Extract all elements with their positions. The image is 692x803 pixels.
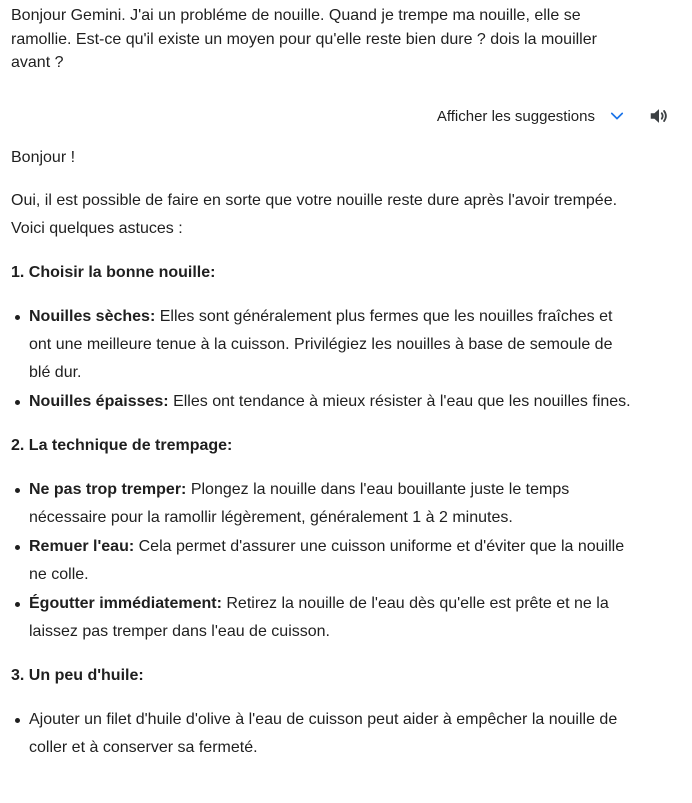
list-item	[11, 706, 631, 762]
list-item	[11, 590, 631, 646]
model-response	[11, 144, 631, 778]
list-item	[11, 533, 631, 589]
show-suggestions-button[interactable]	[437, 107, 626, 125]
response-toolbar	[437, 104, 670, 128]
list-item-text: Ajouter un filet d'huile d'olive à l'eau de cuisson peut aider à empêcher la nouille de coller et à conserver sa fermeté.	[29, 711, 618, 756]
user-query: Bonjour Gemini. J'ai un probléme de nouille. Quand je trempe ma nouille, elle se ramollie. Est-ce qu'il existe un moyen pour qu'elle reste bien dure ? dois la mouiller avant ?	[11, 7, 597, 71]
list-item-term: Nouilles sèches:	[29, 308, 156, 325]
section-list-1	[11, 303, 631, 416]
response-greeting: Bonjour !	[11, 149, 76, 166]
section-title-1: 1. Choisir la bonne nouille:	[11, 264, 216, 281]
response-intro: Oui, il est possible de faire en sorte que votre nouille reste dure après l'avoir trempée. Voici quelques astuces :	[11, 192, 618, 237]
show-suggestions-label: Afficher les suggestions	[436, 107, 595, 125]
chevron-down-icon	[608, 107, 626, 125]
list-item-text: Elles ont tendance à mieux résister à l'eau que les nouilles fines.	[168, 393, 631, 410]
list-item-text: Cela permet d'assurer une cuisson uniforme et d'éviter que la nouille ne colle.	[29, 538, 625, 583]
list-item-text: Plongez la nouille dans l'eau bouillante juste le temps nécessaire pour la ramollir légèrement, généralement 1 à 2 minutes.	[29, 481, 570, 526]
list-item-text: Elles sont généralement plus fermes que les nouilles fraîches et ont une meilleure tenue à la cuisson. Privilégiez les nouilles à base de semoule de blé dur.	[29, 308, 613, 381]
list-item	[11, 476, 631, 532]
section-list-2	[11, 476, 631, 646]
section-title-2: 2. La technique de trempage:	[11, 437, 233, 454]
list-item-text: Retirez la nouille de l'eau dès qu'elle est prête et ne la laissez pas tremper dans l'eau de cuisson.	[29, 595, 609, 640]
list-item-term: Égoutter immédiatement:	[29, 595, 222, 612]
list-item	[11, 303, 631, 387]
list-item	[11, 388, 631, 416]
speaker-icon[interactable]	[648, 105, 670, 127]
section-list-3	[11, 706, 631, 762]
list-item-term: Ne pas trop tremper:	[29, 481, 187, 498]
list-item-term: Nouilles épaisses:	[29, 393, 169, 410]
list-item-term: Remuer l'eau:	[29, 538, 135, 555]
section-title-3: 3. Un peu d'huile:	[11, 667, 144, 684]
